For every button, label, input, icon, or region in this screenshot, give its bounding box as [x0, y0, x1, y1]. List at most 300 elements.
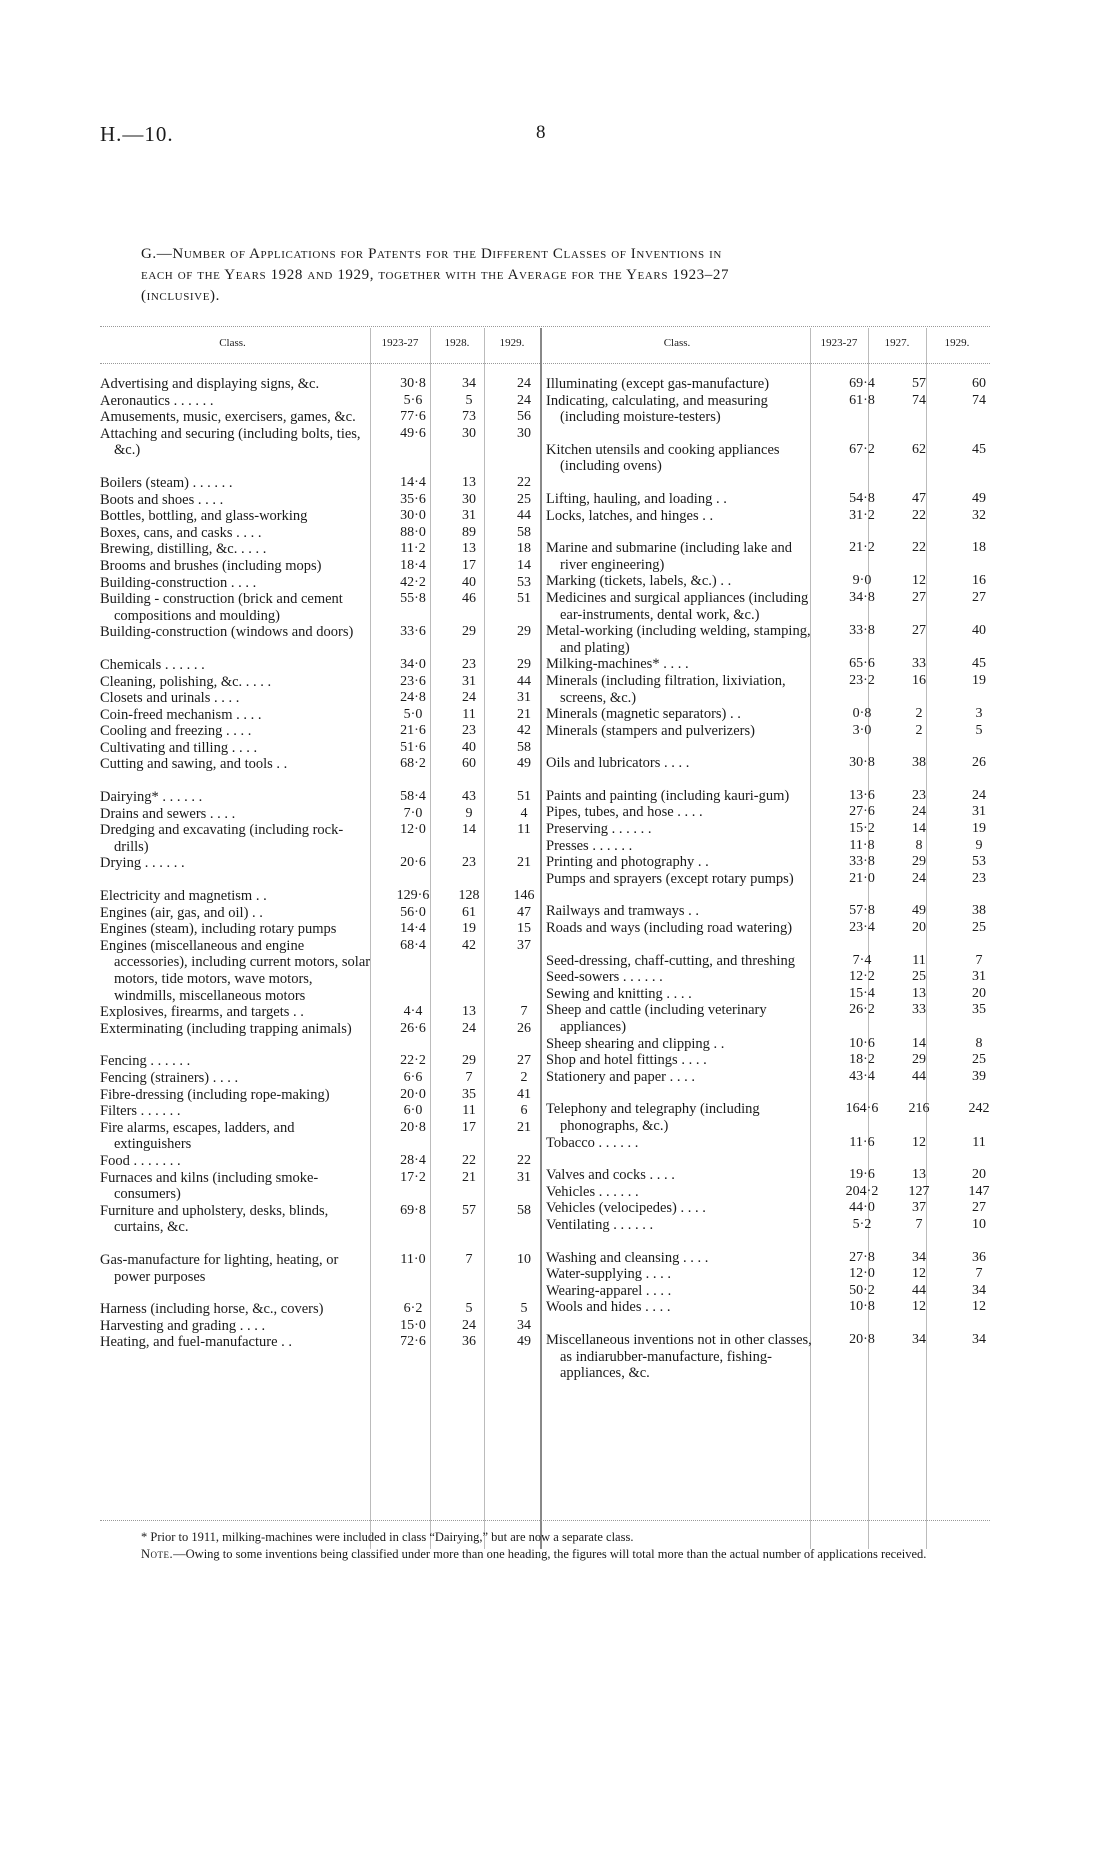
avg-cell: 67·2 — [849, 441, 875, 457]
year-1928-cell: 128 — [458, 888, 480, 904]
avg-cell: 30·0 — [400, 508, 426, 524]
year-1928-cell: 11 — [462, 706, 476, 722]
year-1928-cell: 24 — [462, 690, 476, 706]
class-cell: Kitchen utensils and cooking appliances (including ovens) — [546, 441, 780, 475]
avg-cell: 20·0 — [400, 1086, 426, 1102]
year-1928-cell: 89 — [462, 524, 476, 540]
table-row — [546, 854, 1010, 871]
class-cell: Preserving . . . . . . — [546, 821, 652, 838]
class-cell: Boilers (steam) . . . . . . — [100, 474, 233, 491]
table-row — [100, 1120, 552, 1153]
table-row — [100, 789, 552, 806]
class-cell: Food . . . . . . . — [100, 1152, 181, 1169]
avg-cell: 21·6 — [400, 723, 426, 739]
table-row — [546, 573, 1010, 590]
header-1929-left: 1929. — [499, 337, 525, 349]
avg-cell: 22·2 — [400, 1053, 426, 1069]
avg-cell: 21·0 — [849, 870, 875, 886]
class-cell: Printing and photography . . — [546, 854, 709, 871]
class-cell: Boxes, cans, and casks . . . . — [100, 524, 262, 541]
class-cell: Drains and sewers . . . . — [100, 805, 236, 822]
class-cell: Gas-manufacture for lighting, heating, or power purposes — [100, 1251, 339, 1285]
class-cell: Fencing . . . . . . — [100, 1053, 191, 1070]
table-row — [546, 1200, 1010, 1217]
avg-cell: 23·4 — [849, 920, 875, 936]
year-1928-cell: 17 — [462, 1119, 476, 1135]
year-1929-cell: 41 — [517, 1086, 531, 1102]
table-row — [546, 1299, 1010, 1316]
class-cell: Minerals (including filtration, lixiviation, screens, &c.) — [546, 672, 786, 706]
year-1929-cell: 26 — [517, 1020, 531, 1036]
class-cell: Miscellaneous inventions not in other classes, as indiarubber-manufacture, fishing-appliances, &c. — [546, 1331, 812, 1382]
class-cell: Brewing, distilling, &c. . . . . — [100, 541, 267, 558]
class-cell: Cutting and sawing, and tools . . — [100, 756, 288, 773]
year-1929-cell: 45 — [972, 441, 986, 457]
year-1929-cell: 18 — [517, 541, 531, 557]
year-1929-cell: 31 — [517, 1169, 531, 1185]
avg-cell: 55·8 — [400, 591, 426, 607]
year-1929-cell: 8 — [975, 1035, 983, 1051]
year-1929-cell: 146 — [513, 888, 535, 904]
class-cell: Aeronautics . . . . . . — [100, 392, 214, 409]
table-row — [546, 393, 1010, 426]
year-1929-cell: 3 — [975, 706, 983, 722]
year-1928-cell: 25 — [912, 969, 926, 985]
avg-cell: 12·0 — [400, 822, 426, 838]
avg-cell: 65·6 — [849, 656, 875, 672]
class-cell: Boots and shoes . . . . — [100, 491, 224, 508]
year-1928-cell: 24 — [912, 804, 926, 820]
table-row — [546, 1217, 1010, 1234]
avg-cell: 11·2 — [400, 541, 426, 557]
avg-cell: 57·8 — [849, 903, 875, 919]
year-1928-cell: 9 — [465, 805, 473, 821]
table-row — [546, 1135, 1010, 1152]
class-cell: Lifting, hauling, and loading . . — [546, 490, 727, 507]
avg-cell: 26·6 — [400, 1020, 426, 1036]
avg-cell: 26·2 — [849, 1002, 875, 1018]
class-cell: Minerals (stampers and pulverizers) — [546, 722, 755, 739]
year-1928-cell: 44 — [912, 1282, 926, 1298]
year-1928-cell: 38 — [912, 755, 926, 771]
year-1928-cell: 22 — [912, 507, 926, 523]
class-cell: Drying . . . . . . — [100, 855, 185, 872]
table-row — [100, 508, 552, 525]
footnote: * Prior to 1911, milking-machines were included in class “Dairying,” but are now a separate class. — [141, 1530, 634, 1544]
year-1928-cell: 30 — [462, 425, 476, 441]
table-row — [100, 674, 552, 691]
year-1928-cell: 7 — [465, 1251, 473, 1267]
year-1929-cell: 38 — [972, 903, 986, 919]
year-1928-cell: 5 — [465, 392, 473, 408]
title-line-1: G.—Number of Applications for Patents for the Different Classes of Inventions in — [141, 246, 722, 262]
year-1929-cell: 74 — [972, 392, 986, 408]
year-1928-cell: 44 — [912, 1068, 926, 1084]
table-row — [100, 409, 552, 426]
table-row — [100, 855, 552, 872]
year-1928-cell: 13 — [912, 985, 926, 1001]
table-row — [546, 442, 1010, 475]
avg-cell: 11·6 — [849, 1134, 875, 1150]
year-1928-cell: 19 — [462, 921, 476, 937]
class-cell: Water-supplying . . . . — [546, 1266, 671, 1283]
avg-cell: 10·8 — [849, 1299, 875, 1315]
year-1929-cell: 7 — [520, 1004, 528, 1020]
class-cell: Exterminating (including trapping animals) — [100, 1020, 352, 1037]
avg-cell: 11·8 — [849, 837, 875, 853]
year-1929-cell: 56 — [517, 409, 531, 425]
avg-cell: 24·8 — [400, 690, 426, 706]
year-1928-cell: 27 — [912, 589, 926, 605]
year-1928-cell: 11 — [912, 952, 926, 968]
table-row — [100, 475, 552, 492]
year-1928-cell: 13 — [912, 1167, 926, 1183]
class-cell: Engines (steam), including rotary pumps — [100, 921, 337, 938]
avg-cell: 27·6 — [849, 804, 875, 820]
avg-cell: 204·2 — [845, 1183, 879, 1199]
table-row — [546, 788, 1010, 805]
year-1928-cell: 40 — [462, 574, 476, 590]
avg-cell: 42·2 — [400, 574, 426, 590]
year-1928-cell: 13 — [462, 474, 476, 490]
avg-cell: 23·6 — [400, 673, 426, 689]
year-1929-cell: 242 — [968, 1101, 990, 1117]
year-1929-cell: 58 — [517, 524, 531, 540]
avg-cell: 72·6 — [400, 1334, 426, 1350]
table-row — [546, 723, 1010, 740]
year-1929-cell: 34 — [972, 1282, 986, 1298]
avg-cell: 0·8 — [852, 706, 872, 722]
header-class-right: Class. — [663, 337, 691, 349]
table-row — [100, 376, 552, 393]
year-1928-cell: 12 — [912, 1266, 926, 1282]
year-1928-cell: 34 — [912, 1331, 926, 1347]
year-1928-cell: 61 — [462, 904, 476, 920]
year-1929-cell: 23 — [972, 870, 986, 886]
avg-cell: 69·8 — [400, 1202, 426, 1218]
avg-cell: 14·4 — [400, 474, 426, 490]
table-row — [100, 492, 552, 509]
year-1929-cell: 21 — [517, 855, 531, 871]
table-row — [100, 575, 552, 592]
year-1928-cell: 31 — [462, 673, 476, 689]
year-1929-cell: 37 — [517, 937, 531, 953]
class-cell: Building - construction (brick and cement compositions and moulding) — [100, 591, 343, 624]
table-row — [546, 969, 1010, 986]
year-1929-cell: 21 — [517, 1119, 531, 1135]
table-row — [546, 656, 1010, 673]
table-row — [100, 1170, 552, 1203]
class-cell: Coin-freed mechanism . . . . — [100, 706, 262, 723]
year-1929-cell: 27 — [972, 589, 986, 605]
class-cell: Sheep shearing and clipping . . — [546, 1035, 725, 1052]
year-1928-cell: 40 — [462, 739, 476, 755]
class-cell: Milking-machines* . . . . — [546, 656, 689, 673]
class-cell: Marking (tickets, labels, &c.) . . — [546, 573, 732, 590]
year-1929-cell: 60 — [972, 376, 986, 391]
year-1929-cell: 25 — [517, 491, 531, 507]
year-1928-cell: 24 — [912, 870, 926, 886]
header-1929-right: 1929. — [944, 337, 970, 349]
year-1929-cell: 51 — [517, 591, 531, 607]
year-1929-cell: 44 — [517, 673, 531, 689]
header-avg-left: 1923-27 — [381, 337, 419, 349]
avg-cell: 68·2 — [400, 756, 426, 772]
table-row — [546, 623, 1010, 656]
table-row — [546, 755, 1010, 772]
table-row — [546, 1167, 1010, 1184]
table-row — [546, 953, 1010, 970]
class-cell: Washing and cleansing . . . . — [546, 1249, 709, 1266]
class-cell: Minerals (magnetic separators) . . — [546, 706, 741, 723]
class-cell: Vehicles . . . . . . — [546, 1183, 639, 1200]
avg-cell: 30·8 — [400, 376, 426, 391]
avg-cell: 15·2 — [849, 821, 875, 837]
avg-cell: 13·6 — [849, 787, 875, 803]
year-1928-cell: 23 — [912, 787, 926, 803]
year-1928-cell: 24 — [462, 1020, 476, 1036]
avg-cell: 12·2 — [849, 969, 875, 985]
year-1928-cell: 30 — [462, 491, 476, 507]
class-cell: Engines (air, gas, and oil) . . — [100, 904, 263, 921]
year-1929-cell: 22 — [517, 474, 531, 490]
class-cell: Medicines and surgical appliances (including ear-instruments, dental work, &c.) — [546, 589, 809, 623]
avg-cell: 33·8 — [849, 854, 875, 870]
year-1929-cell: 12 — [972, 1299, 986, 1315]
year-1929-cell: 32 — [972, 507, 986, 523]
class-cell: Stationery and paper . . . . — [546, 1068, 695, 1085]
table-row — [546, 871, 1010, 888]
year-1929-cell: 58 — [517, 739, 531, 755]
year-1929-cell: 31 — [517, 690, 531, 706]
year-1928-cell: 2 — [915, 722, 923, 738]
year-1929-cell: 42 — [517, 723, 531, 739]
class-cell: Closets and urinals . . . . — [100, 690, 240, 707]
year-1928-cell: 29 — [462, 1053, 476, 1069]
year-1929-cell: 20 — [972, 1167, 986, 1183]
year-1929-cell: 6 — [520, 1103, 528, 1119]
year-1928-cell: 47 — [912, 490, 926, 506]
year-1928-cell: 12 — [912, 573, 926, 589]
class-cell: Harvesting and grading . . . . — [100, 1317, 266, 1334]
class-cell: Metal-working (including welding, stamping, and plating) — [546, 623, 811, 656]
avg-cell: 9·0 — [852, 573, 872, 589]
year-1928-cell: 29 — [912, 1052, 926, 1068]
year-1929-cell: 49 — [517, 1334, 531, 1350]
table-row — [546, 508, 1010, 525]
year-1929-cell: 36 — [972, 1249, 986, 1265]
year-1928-cell: 2 — [915, 706, 923, 722]
class-cell: Harness (including horse, &c., covers) — [100, 1301, 324, 1318]
year-1929-cell: 21 — [517, 706, 531, 722]
table-row — [546, 590, 1010, 623]
year-1929-cell: 27 — [972, 1200, 986, 1216]
bottom-rule — [100, 1520, 990, 1521]
year-1929-cell: 40 — [972, 623, 986, 639]
table-row — [546, 1184, 1010, 1201]
year-1928-cell: 12 — [912, 1299, 926, 1315]
year-1928-cell: 14 — [462, 822, 476, 838]
year-1928-cell: 42 — [462, 937, 476, 953]
year-1929-cell: 39 — [972, 1068, 986, 1084]
year-1929-cell: 44 — [517, 508, 531, 524]
table-row — [100, 591, 552, 624]
year-1928-cell: 34 — [912, 1249, 926, 1265]
table-row — [100, 938, 552, 1004]
title-line-2: each of the Years 1928 and 1929, together with the Average for the Years 1923–27 — [141, 267, 730, 283]
avg-cell: 51·6 — [400, 739, 426, 755]
table-row — [100, 1004, 552, 1021]
class-cell: Pumps and sprayers (except rotary pumps) — [546, 870, 794, 887]
table-row — [546, 1002, 1010, 1035]
avg-cell: 30·8 — [849, 755, 875, 771]
header-avg-right: 1923-27 — [820, 337, 858, 349]
year-1929-cell: 5 — [520, 1301, 528, 1317]
class-cell: Cultivating and tilling . . . . — [100, 739, 258, 756]
class-cell: Locks, latches, and hinges . . — [546, 507, 714, 524]
class-cell: Seed-dressing, chaff-cutting, and threshing — [546, 952, 795, 969]
table-row — [546, 903, 1010, 920]
table-row — [546, 1069, 1010, 1086]
year-1928-cell: 14 — [912, 821, 926, 837]
year-1928-cell: 74 — [912, 392, 926, 408]
year-1928-cell: 17 — [462, 557, 476, 573]
year-1929-cell: 49 — [972, 490, 986, 506]
year-1929-cell: 45 — [972, 656, 986, 672]
year-1928-cell: 33 — [912, 656, 926, 672]
class-cell: Railways and tramways . . — [546, 903, 700, 920]
year-1929-cell: 34 — [517, 1317, 531, 1333]
note-label: Note. — [141, 1547, 174, 1561]
avg-cell: 7·0 — [403, 805, 423, 821]
year-1929-cell: 7 — [975, 1266, 983, 1282]
class-cell: Amusements, music, exercisers, games, &c. — [100, 409, 356, 426]
table-title — [141, 244, 993, 307]
table-row — [546, 1250, 1010, 1267]
year-1929-cell: 26 — [972, 755, 986, 771]
avg-cell: 15·4 — [849, 985, 875, 1001]
year-1928-cell: 29 — [912, 854, 926, 870]
year-1929-cell: 24 — [517, 392, 531, 408]
table-row — [100, 541, 552, 558]
year-1928-cell: 14 — [912, 1035, 926, 1051]
table-row — [100, 558, 552, 575]
class-cell: Heating, and fuel-manufacture . . — [100, 1334, 293, 1351]
avg-cell: 43·4 — [849, 1068, 875, 1084]
year-1929-cell: 10 — [972, 1216, 986, 1232]
year-1929-cell: 31 — [972, 804, 986, 820]
year-1928-cell: 216 — [908, 1101, 930, 1117]
class-cell: Sheep and cattle (including veterinary appliances) — [546, 1002, 767, 1035]
table-row — [100, 525, 552, 542]
year-1928-cell: 13 — [462, 541, 476, 557]
avg-cell: 14·4 — [400, 921, 426, 937]
table-row — [546, 804, 1010, 821]
right-column — [546, 376, 1010, 1382]
year-1929-cell: 53 — [972, 854, 986, 870]
class-cell: Oils and lubricators . . . . — [546, 755, 690, 772]
class-cell: Roads and ways (including road watering) — [546, 920, 793, 937]
table-row — [100, 1021, 552, 1038]
year-1929-cell: 9 — [975, 837, 983, 853]
table-row — [100, 822, 552, 855]
page-number: 8 — [536, 122, 546, 143]
table-row — [100, 1203, 552, 1236]
table-row — [100, 1053, 552, 1070]
avg-cell: 129·6 — [396, 888, 430, 904]
year-1929-cell: 7 — [975, 952, 983, 968]
note — [100, 1547, 992, 1562]
header-1928-left: 1928. — [444, 337, 470, 349]
year-1929-cell: 29 — [517, 656, 531, 672]
year-1928-cell: 49 — [912, 903, 926, 919]
year-1928-cell: 31 — [462, 508, 476, 524]
table-row — [100, 1103, 552, 1120]
avg-cell: 15·0 — [400, 1317, 426, 1333]
year-1928-cell: 62 — [912, 441, 926, 457]
avg-cell: 5·0 — [403, 706, 423, 722]
year-1928-cell: 23 — [462, 723, 476, 739]
table-row — [100, 1070, 552, 1087]
year-1928-cell: 7 — [465, 1069, 473, 1085]
table-row — [100, 905, 552, 922]
year-1928-cell: 57 — [912, 376, 926, 391]
year-1928-cell: 37 — [912, 1200, 926, 1216]
table-row — [546, 838, 1010, 855]
year-1929-cell: 49 — [517, 756, 531, 772]
avg-cell: 4·4 — [403, 1004, 423, 1020]
avg-cell: 6·6 — [403, 1069, 423, 1085]
class-cell: Attaching and securing (including bolts, ties, &c.) — [100, 425, 361, 459]
year-1928-cell: 73 — [462, 409, 476, 425]
table-body — [100, 364, 990, 1549]
year-1929-cell: 5 — [975, 722, 983, 738]
table-row — [100, 393, 552, 410]
year-1928-cell: 36 — [462, 1334, 476, 1350]
year-1929-cell: 25 — [972, 1052, 986, 1068]
avg-cell: 61·8 — [849, 392, 875, 408]
year-1928-cell: 23 — [462, 656, 476, 672]
year-1928-cell: 22 — [912, 540, 926, 556]
class-cell: Wearing-apparel . . . . — [546, 1282, 672, 1299]
class-cell: Presses . . . . . . — [546, 837, 633, 854]
avg-cell: 18·2 — [849, 1052, 875, 1068]
year-1928-cell: 20 — [912, 920, 926, 936]
table-row — [100, 426, 552, 459]
year-1928-cell: 7 — [915, 1216, 923, 1232]
class-cell: Fibre-dressing (including rope-making) — [100, 1086, 330, 1103]
avg-cell: 10·6 — [849, 1035, 875, 1051]
table-row — [100, 756, 552, 773]
table-row — [546, 1332, 1010, 1382]
table-row — [100, 1153, 552, 1170]
table-row — [100, 723, 552, 740]
class-cell: Valves and cocks . . . . — [546, 1167, 675, 1184]
table-row — [546, 986, 1010, 1003]
avg-cell: 5·2 — [852, 1216, 872, 1232]
table-row — [546, 920, 1010, 937]
class-cell: Fire alarms, escapes, ladders, and extinguishers — [100, 1119, 295, 1153]
avg-cell: 3·0 — [852, 722, 872, 738]
avg-cell: 20·6 — [400, 855, 426, 871]
table-row — [100, 1301, 552, 1318]
avg-cell: 58·4 — [400, 789, 426, 805]
year-1928-cell: 12 — [912, 1134, 926, 1150]
table-row — [546, 1036, 1010, 1053]
class-cell: Telephony and telegraphy (including phonographs, &c.) — [546, 1101, 760, 1134]
avg-cell: 18·4 — [400, 557, 426, 573]
class-cell: Illuminating (except gas-manufacture) — [546, 376, 770, 392]
